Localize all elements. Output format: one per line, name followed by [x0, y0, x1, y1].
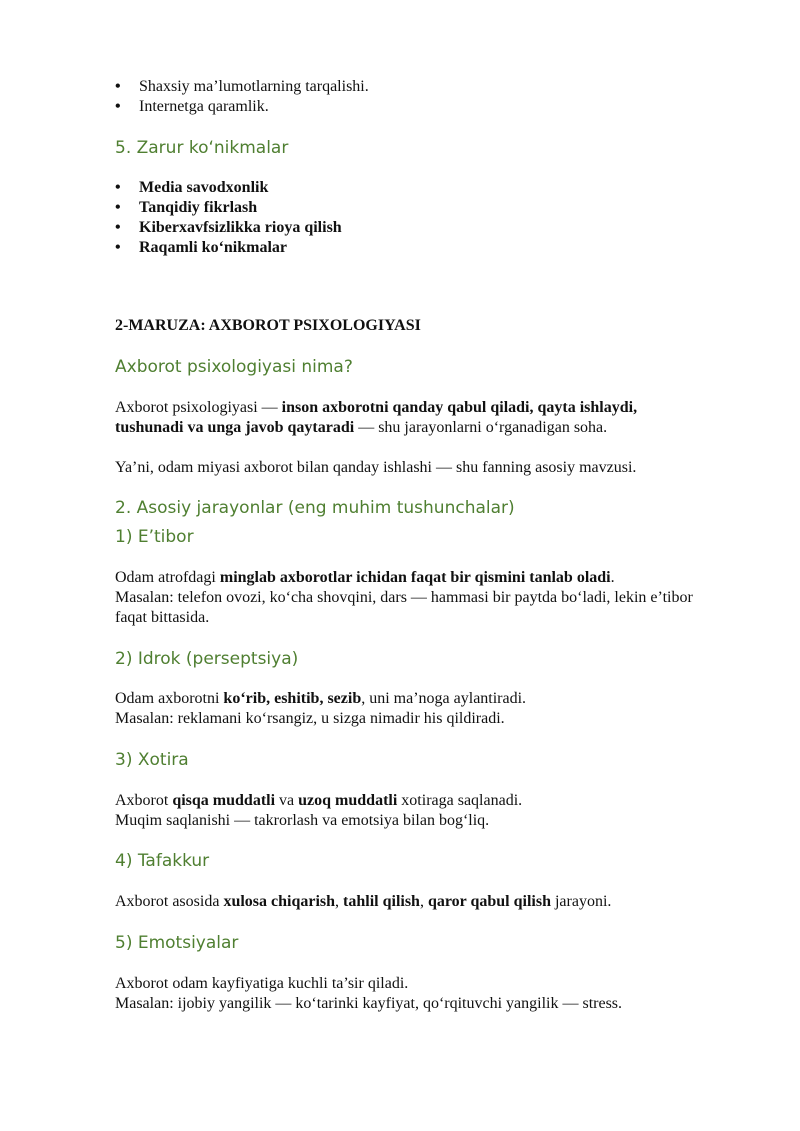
heading-skills: 5. Zarur ko‘nikmalar — [115, 138, 289, 158]
heading-emotions: 5) Emotsiyalar — [115, 933, 239, 953]
text-run: Masalan: reklamani ko‘rsangiz, u sizga nimadir his qildiradi. — [115, 710, 505, 727]
lecture-title: 2-MARUZA: AXBOROT PSIXOLOGIYASI — [115, 317, 421, 334]
bullet-icon: • — [115, 179, 121, 196]
paragraph-attention — [115, 568, 705, 628]
paragraph-memory — [115, 791, 705, 831]
bullet-icon: • — [115, 78, 121, 95]
text-run: , — [419, 893, 428, 910]
text-run: Axborot — [115, 792, 173, 809]
bullet-icon: • — [115, 239, 121, 256]
list-item — [115, 97, 369, 117]
text-run: va — [275, 792, 299, 809]
bold-run: uzoq muddatli — [298, 792, 398, 809]
text-run: Masalan: telefon ovozi, ko‘cha shovqini, dars — hammasi bir paytda bo‘ladi, lekin e’tibor faqat bittasida. — [115, 589, 693, 626]
paragraph-definition — [115, 398, 705, 438]
text-run: Axborot asosida — [115, 893, 224, 910]
text-run: Odam atrofdagi — [115, 569, 220, 586]
bold-run: tahlil qilish — [343, 893, 420, 910]
paragraph-yani: Ya’ni, odam miyasi axborot bilan qanday ishlashi — shu fanning asosiy mavzusi. — [115, 459, 637, 476]
skills-list — [115, 178, 342, 258]
bold-run: qisqa muddatli — [172, 792, 276, 809]
list-item-text: Raqamli ko‘nikmalar — [139, 239, 288, 256]
text-run: Muqim saqlanishi — takrorlash va emotsiya bilan bog‘liq. — [115, 812, 490, 829]
bullet-icon: • — [115, 219, 121, 236]
risks-list — [115, 77, 369, 117]
list-item — [115, 218, 342, 238]
bold-run: xulosa chiqarish — [223, 893, 336, 910]
heading-attention: 1) E’tibor — [115, 527, 194, 547]
bold-run: inson axborotni qanday qabul qiladi, qayta ishlaydi, tushunadi va unga javob qaytaradi — [115, 399, 638, 436]
heading-what-is: Axborot psixologiyasi nima? — [115, 357, 353, 377]
text-run: — shu jarayonlarni o‘rganadigan soha. — [354, 419, 608, 436]
text-run: , — [335, 893, 344, 910]
text-run: jarayoni. — [550, 893, 612, 910]
paragraph-emotions — [115, 974, 705, 1014]
text-run: xotiraga saqlanadi. — [397, 792, 523, 809]
list-item — [115, 198, 342, 218]
bold-run: ko‘rib, eshitib, sezib — [223, 690, 362, 707]
text-run: , uni ma’noga aylantiradi. — [361, 690, 527, 707]
list-item-text: Internetga qaramlik. — [139, 98, 269, 115]
heading-memory: 3) Xotira — [115, 750, 189, 770]
list-item — [115, 77, 369, 97]
list-item — [115, 238, 342, 258]
list-item-text: Tanqidiy fikrlash — [139, 199, 258, 216]
bullet-icon: • — [115, 199, 121, 216]
bullet-icon: • — [115, 98, 121, 115]
text-run: . — [610, 569, 615, 586]
paragraph-perception — [115, 689, 705, 729]
list-item-text: Media savodxonlik — [139, 179, 269, 196]
text-run: Masalan: ijobiy yangilik — ko‘tarinki kayfiyat, qo‘rqituvchi yangilik — stress. — [115, 995, 623, 1012]
bold-run: qaror qabul qilish — [427, 893, 551, 910]
text-run: Axborot psixologiyasi — — [115, 399, 282, 416]
paragraph-thinking — [115, 892, 705, 912]
bold-run: minglab axborotlar ichidan faqat bir qismini tanlab oladi — [219, 569, 611, 586]
heading-perception: 2) Idrok (perseptsiya) — [115, 649, 299, 669]
text-run: Axborot odam kayfiyatiga kuchli ta’sir qiladi. — [115, 975, 409, 992]
list-item — [115, 178, 342, 198]
text-run: Odam axborotni — [115, 690, 224, 707]
heading-processes: 2. Asosiy jarayonlar (eng muhim tushunchalar) — [115, 498, 515, 518]
list-item-text: Shaxsiy ma’lumotlarning tarqalishi. — [139, 78, 369, 95]
list-item-text: Kiberxavfsizlikka rioya qilish — [139, 219, 342, 236]
heading-thinking: 4) Tafakkur — [115, 851, 210, 871]
